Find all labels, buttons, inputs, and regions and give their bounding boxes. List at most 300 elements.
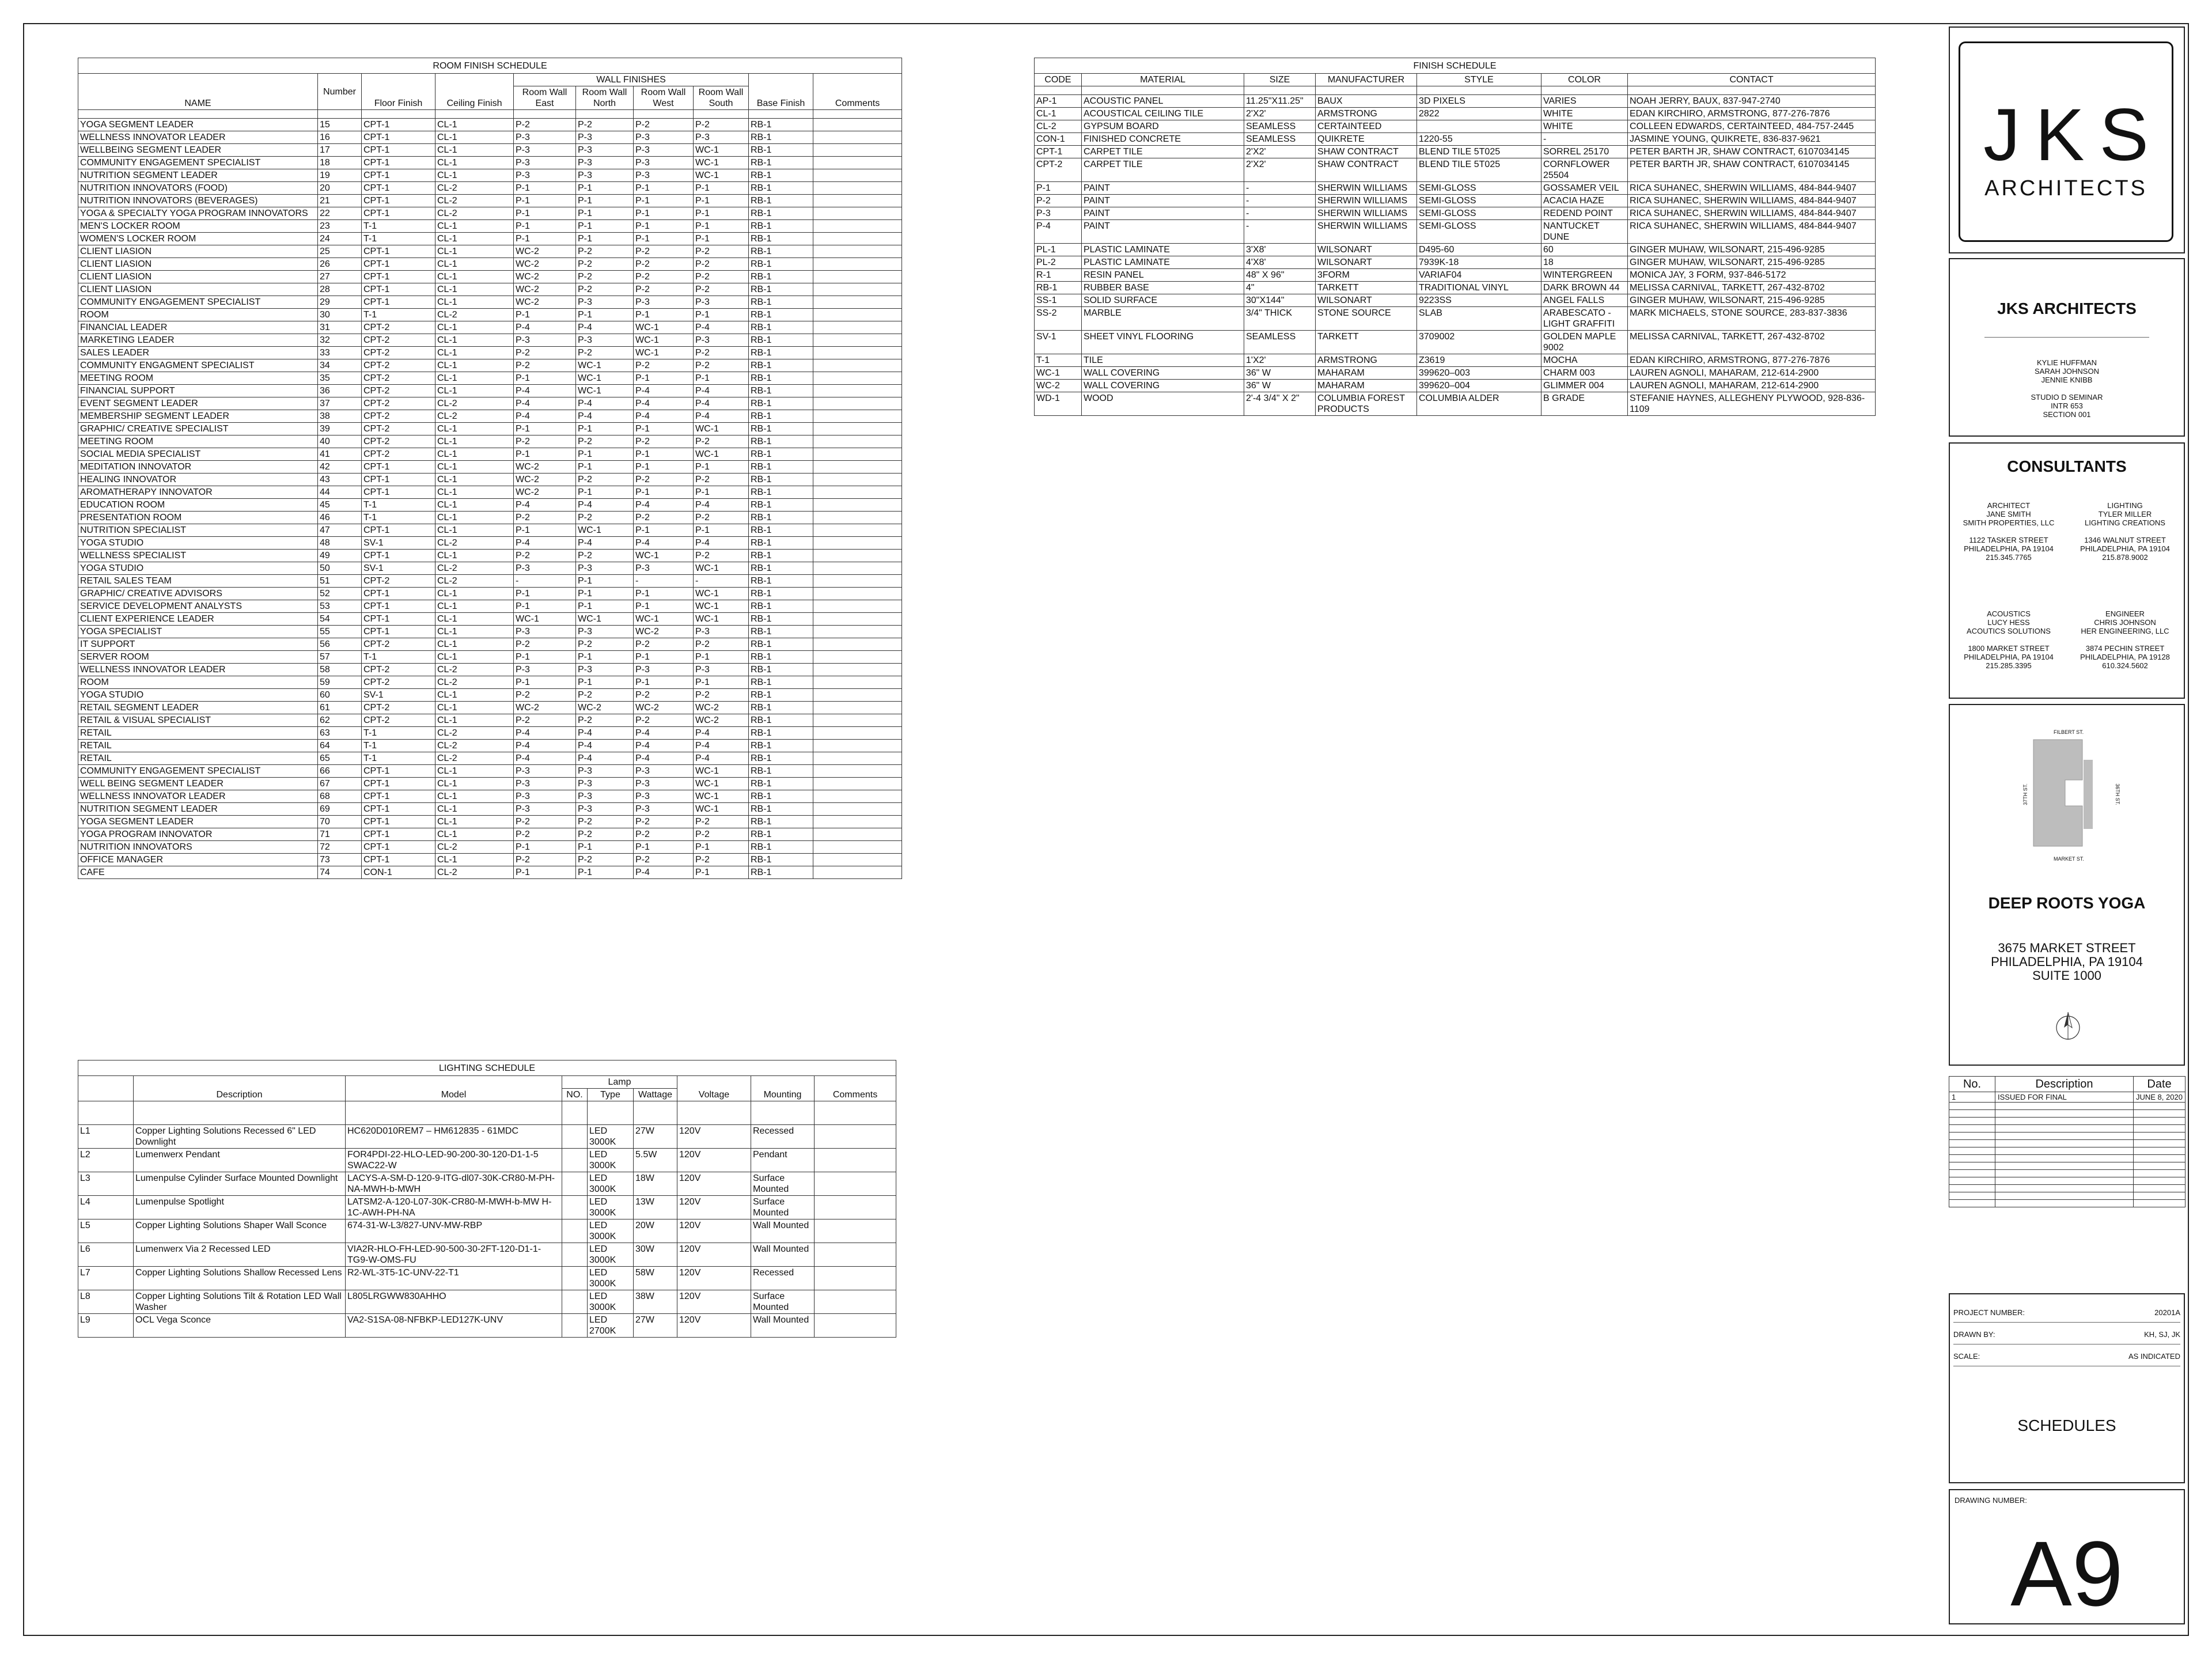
wall-west: P-3: [634, 296, 694, 309]
base-finish: RB-1: [749, 702, 813, 714]
wall-south: P-1: [694, 651, 749, 664]
base-finish: RB-1: [749, 119, 813, 131]
floor-finish: SV-1: [362, 689, 435, 702]
consultant-phone: 215.878.9002: [2102, 553, 2148, 562]
finish-color: REDEND POINT: [1541, 207, 1628, 220]
base-finish: RB-1: [749, 499, 813, 512]
room-number: 26: [318, 258, 362, 271]
room-comments: [813, 283, 902, 296]
revision-blank-cell: [1995, 1177, 2134, 1185]
base-finish: RB-1: [749, 461, 813, 474]
ceiling-finish: CL-2: [435, 575, 514, 588]
floor-finish: T-1: [362, 727, 435, 740]
finish-row: [1035, 120, 1876, 133]
light-row: [78, 1172, 896, 1196]
wall-west: P-2: [634, 435, 694, 448]
finish-color: WINTERGREEN: [1541, 269, 1628, 282]
finish-row: [1035, 244, 1876, 256]
light-row: [78, 1243, 896, 1267]
wall-east: P-4: [514, 727, 576, 740]
light-type: LED 2700K: [588, 1314, 634, 1338]
wall-south: P-2: [694, 828, 749, 841]
wall-west: P-4: [634, 410, 694, 423]
wall-north: P-3: [576, 803, 634, 816]
room-row: [78, 207, 902, 220]
light-model: R2-WL-3T5-1C-UNV-22-T1: [346, 1267, 562, 1290]
light-model: L805LRGWW830AHHO: [346, 1290, 562, 1314]
wall-east: P-3: [514, 144, 576, 157]
finish-color: WHITE: [1541, 108, 1628, 120]
floor-finish: CPT-1: [362, 144, 435, 157]
room-number: 36: [318, 385, 362, 397]
room-comments: [813, 157, 902, 169]
room-name: RETAIL: [78, 752, 318, 765]
room-number: 40: [318, 435, 362, 448]
floor-finish: CPT-1: [362, 195, 435, 207]
site-plan-diagram: [2019, 734, 2117, 855]
finish-header-style: STYLE: [1417, 74, 1541, 86]
wall-south: WC-1: [694, 144, 749, 157]
wall-south: P-2: [694, 474, 749, 486]
room-name: COMMUNITY ENGAGEMENT SPECIALIST: [78, 157, 318, 169]
finish-row: [1035, 108, 1876, 120]
wall-south: P-3: [694, 626, 749, 638]
finish-contact: RICA SUHANEC, SHERWIN WILLIAMS, 484-844-9407: [1628, 182, 1876, 195]
finish-material: ACOUSTICAL CEILING TILE: [1082, 108, 1244, 120]
room-name: MEDITATION INNOVATOR: [78, 461, 318, 474]
room-comments: [813, 486, 902, 499]
wall-west: WC-2: [634, 626, 694, 638]
finish-material: FINISHED CONCRETE: [1082, 133, 1244, 146]
wall-north: P-1: [576, 207, 634, 220]
wall-west: P-1: [634, 220, 694, 233]
wall-west: P-4: [634, 740, 694, 752]
base-finish: RB-1: [749, 182, 813, 195]
consultant-city: PHILADELPHIA, PA 19104: [1964, 544, 2054, 553]
wall-east: WC-2: [514, 474, 576, 486]
revision-blank-row: [1949, 1185, 2186, 1192]
wall-south: P-1: [694, 841, 749, 854]
wall-east: WC-2: [514, 461, 576, 474]
base-finish: RB-1: [749, 423, 813, 435]
room-name: ROOM: [78, 309, 318, 321]
room-comments: [813, 714, 902, 727]
wall-east: P-1: [514, 841, 576, 854]
finish-manufacturer: TARKETT: [1316, 282, 1417, 294]
ceiling-finish: CL-1: [435, 790, 514, 803]
room-name: YOGA SEGMENT LEADER: [78, 119, 318, 131]
room-comments: [813, 169, 902, 182]
room-row: [78, 397, 902, 410]
wall-east: WC-2: [514, 245, 576, 258]
floor-finish: CPT-2: [362, 702, 435, 714]
light-comments: [815, 1196, 896, 1219]
room-name: WELLBEING SEGMENT LEADER: [78, 144, 318, 157]
floor-finish: CPT-1: [362, 841, 435, 854]
room-number: 34: [318, 359, 362, 372]
light-no: [562, 1149, 588, 1172]
wall-north: P-3: [576, 296, 634, 309]
wall-east: P-3: [514, 790, 576, 803]
revision-date: JUNE 8, 2020: [2134, 1092, 2186, 1103]
wall-north: P-2: [576, 474, 634, 486]
wall-south: P-1: [694, 486, 749, 499]
consultant-street: 3874 PECHIN STREET: [2085, 644, 2165, 653]
revision-blank-cell: [2134, 1132, 2186, 1140]
wall-west: P-4: [634, 537, 694, 550]
wall-north: WC-2: [576, 702, 634, 714]
room-row: [78, 790, 902, 803]
finish-row: [1035, 182, 1876, 195]
wall-east: P-1: [514, 676, 576, 689]
floor-finish: CPT-1: [362, 461, 435, 474]
wall-west: P-4: [634, 385, 694, 397]
finish-style: 399620–003: [1417, 367, 1541, 380]
light-type: LED 3000K: [588, 1290, 634, 1314]
room-row: [78, 359, 902, 372]
wall-south: P-1: [694, 372, 749, 385]
revision-blank-cell: [1949, 1147, 1995, 1155]
finish-code: CPT-2: [1035, 158, 1082, 182]
room-comments: [813, 271, 902, 283]
base-finish: RB-1: [749, 550, 813, 562]
finish-header-code: CODE: [1035, 74, 1082, 86]
base-finish: RB-1: [749, 765, 813, 778]
light-wattage: 27W: [634, 1125, 677, 1149]
room-row: [78, 676, 902, 689]
revision-blank-cell: [2134, 1192, 2186, 1200]
wall-south: WC-1: [694, 613, 749, 626]
firm-name: JKS ARCHITECTS: [1997, 300, 2137, 317]
wall-west: P-3: [634, 144, 694, 157]
light-row: [78, 1196, 896, 1219]
room-name: FINANCIAL SUPPORT: [78, 385, 318, 397]
room-comments: [813, 588, 902, 600]
consultant-street: 1122 TASKER STREET: [1969, 536, 2048, 544]
room-name: AROMATHERAPY INNOVATOR: [78, 486, 318, 499]
finish-style: D495-60: [1417, 244, 1541, 256]
finish-code: PL-2: [1035, 256, 1082, 269]
finish-material: PAINT: [1082, 207, 1244, 220]
ceiling-finish: CL-1: [435, 499, 514, 512]
light-comments: [815, 1267, 896, 1290]
room-name: HEALING INNOVATOR: [78, 474, 318, 486]
room-comments: [813, 372, 902, 385]
consultant-phone: 215.285.3395: [1986, 661, 2032, 670]
wall-east: P-1: [514, 423, 576, 435]
room-name: COMMUNITY ENGAGEMENT SPECIALIST: [78, 765, 318, 778]
drawn-by-row: [1953, 1322, 2180, 1344]
east-street-label: 36TH ST.: [2114, 783, 2120, 805]
room-name: GRAPHIC/ CREATIVE SPECIALIST: [78, 423, 318, 435]
ceiling-finish: CL-1: [435, 385, 514, 397]
finish-material: PAINT: [1082, 195, 1244, 207]
finish-code: AP-1: [1035, 95, 1082, 108]
finish-color: 18: [1541, 256, 1628, 269]
room-header-name: NAME: [78, 74, 318, 110]
room-number: 21: [318, 195, 362, 207]
finish-color: B GRADE: [1541, 392, 1628, 416]
consultant-name: LUCY HESS: [1987, 618, 2030, 627]
room-number: 67: [318, 778, 362, 790]
finish-manufacturer: ARMSTRONG: [1316, 108, 1417, 120]
light-description: Lumenwerx Via 2 Recessed LED: [134, 1243, 346, 1267]
finish-style: SEMI-GLOSS: [1417, 182, 1541, 195]
light-model: 674-31-W-L3/827-UNV-MW-RBP: [346, 1219, 562, 1243]
room-name: RETAIL: [78, 740, 318, 752]
base-finish: RB-1: [749, 816, 813, 828]
floor-finish: CPT-2: [362, 714, 435, 727]
wall-east: P-3: [514, 765, 576, 778]
room-comments: [813, 448, 902, 461]
finish-row: [1035, 354, 1876, 367]
wall-west: P-1: [634, 423, 694, 435]
ceiling-finish: CL-1: [435, 144, 514, 157]
light-type: LED 3000K: [588, 1149, 634, 1172]
floor-finish: CPT-2: [362, 334, 435, 347]
room-number: 73: [318, 854, 362, 866]
light-voltage: 120V: [677, 1125, 751, 1149]
revision-blank-cell: [1995, 1147, 2134, 1155]
light-model: HC620D010REM7 – HM612835 - 61MDC: [346, 1125, 562, 1149]
base-finish: RB-1: [749, 448, 813, 461]
finish-material: SOLID SURFACE: [1082, 294, 1244, 307]
light-model: VA2-S1SA-08-NFBKP-LED127K-UNV: [346, 1314, 562, 1338]
finish-color: GOSSAMER VEIL: [1541, 182, 1628, 195]
finish-row: [1035, 294, 1876, 307]
project-name: DEEP ROOTS YOGA: [1988, 894, 2146, 912]
light-row: [78, 1314, 896, 1338]
finish-material: CARPET TILE: [1082, 146, 1244, 158]
ceiling-finish: CL-2: [435, 562, 514, 575]
revision-blank-cell: [1995, 1118, 2134, 1125]
consultant-role: ENGINEER: [2105, 609, 2145, 618]
base-finish: RB-1: [749, 600, 813, 613]
room-name: YOGA STUDIO: [78, 537, 318, 550]
wall-north: WC-1: [576, 613, 634, 626]
revision-blank-cell: [1995, 1185, 2134, 1192]
wall-south: P-4: [694, 499, 749, 512]
base-finish: RB-1: [749, 575, 813, 588]
consultant-role: ARCHITECT: [1987, 501, 2031, 510]
room-name: SOCIAL MEDIA SPECIALIST: [78, 448, 318, 461]
finish-contact: RICA SUHANEC, SHERWIN WILLIAMS, 484-844-9407: [1628, 207, 1876, 220]
finish-material: CARPET TILE: [1082, 158, 1244, 182]
room-name: NUTRITION INNOVATORS: [78, 841, 318, 854]
revision-blank-cell: [1995, 1140, 2134, 1147]
room-number: 31: [318, 321, 362, 334]
base-finish: RB-1: [749, 321, 813, 334]
room-name: COMMUNITY ENGAGEMENT SPECIALIST: [78, 296, 318, 309]
light-no: [562, 1243, 588, 1267]
ceiling-finish: CL-1: [435, 233, 514, 245]
wall-east: P-1: [514, 866, 576, 879]
base-finish: RB-1: [749, 385, 813, 397]
finish-manufacturer: WILSONART: [1316, 294, 1417, 307]
finish-size: 4": [1244, 282, 1316, 294]
base-finish: RB-1: [749, 626, 813, 638]
finish-row: [1035, 307, 1876, 331]
light-header-voltage: Voltage: [677, 1076, 751, 1101]
wall-east: P-4: [514, 410, 576, 423]
wall-north: P-1: [576, 651, 634, 664]
revision-blank-cell: [2134, 1162, 2186, 1170]
light-id: L4: [78, 1196, 134, 1219]
revision-blank-cell: [1995, 1132, 2134, 1140]
wall-west: P-3: [634, 664, 694, 676]
wall-east: P-3: [514, 334, 576, 347]
wall-north: P-1: [576, 448, 634, 461]
room-number: 47: [318, 524, 362, 537]
wall-west: P-1: [634, 651, 694, 664]
light-no: [562, 1314, 588, 1338]
room-comments: [813, 854, 902, 866]
revision-blank-row: [1949, 1110, 2186, 1118]
finish-manufacturer: SHERWIN WILLIAMS: [1316, 195, 1417, 207]
room-name: NUTRITION SPECIALIST: [78, 524, 318, 537]
finish-contact: EDAN KIRCHIRO, ARMSTRONG, 877-276-7876: [1628, 354, 1876, 367]
finish-schedule: [1034, 58, 1876, 416]
revision-blank-cell: [1949, 1125, 1995, 1132]
wall-north: WC-1: [576, 524, 634, 537]
finish-row: [1035, 256, 1876, 269]
wall-west: P-2: [634, 119, 694, 131]
ceiling-finish: CL-1: [435, 119, 514, 131]
finish-style: SEMI-GLOSS: [1417, 207, 1541, 220]
base-finish: RB-1: [749, 157, 813, 169]
finish-material: PAINT: [1082, 220, 1244, 244]
room-number: 32: [318, 334, 362, 347]
wall-south: P-3: [694, 131, 749, 144]
wall-east: P-4: [514, 321, 576, 334]
wall-south: WC-1: [694, 157, 749, 169]
finish-row: [1035, 133, 1876, 146]
finish-row: [1035, 146, 1876, 158]
room-row: [78, 702, 902, 714]
room-number: 58: [318, 664, 362, 676]
wall-south: P-1: [694, 309, 749, 321]
base-finish: RB-1: [749, 537, 813, 550]
room-row: [78, 309, 902, 321]
room-number: 60: [318, 689, 362, 702]
room-comments: [813, 258, 902, 271]
finish-material: PLASTIC LAMINATE: [1082, 256, 1244, 269]
wall-north: P-4: [576, 537, 634, 550]
room-row: [78, 803, 902, 816]
finish-color: GLIMMER 004: [1541, 380, 1628, 392]
base-finish: RB-1: [749, 334, 813, 347]
finish-size: 1'X2': [1244, 354, 1316, 367]
revision-blank-cell: [2134, 1103, 2186, 1110]
room-name: WELLNESS SPECIALIST: [78, 550, 318, 562]
base-finish: RB-1: [749, 131, 813, 144]
room-comments: [813, 676, 902, 689]
wall-north: P-1: [576, 182, 634, 195]
wall-east: P-1: [514, 220, 576, 233]
room-number: 48: [318, 537, 362, 550]
wall-south: P-2: [694, 689, 749, 702]
wall-west: P-2: [634, 714, 694, 727]
ceiling-finish: CL-1: [435, 321, 514, 334]
finish-size: 4'X8': [1244, 256, 1316, 269]
room-number: 28: [318, 283, 362, 296]
light-type: LED 3000K: [588, 1172, 634, 1196]
finish-color: CHARM 003: [1541, 367, 1628, 380]
wall-west: P-1: [634, 486, 694, 499]
consultant-company: SMITH PROPERTIES, LLC: [1963, 518, 2055, 527]
finish-color: ARABESCATO -LIGHT GRAFFITI: [1541, 307, 1628, 331]
wall-east: WC-2: [514, 702, 576, 714]
wall-north: P-2: [576, 271, 634, 283]
room-row: [78, 537, 902, 550]
wall-west: P-4: [634, 866, 694, 879]
base-finish: RB-1: [749, 207, 813, 220]
light-comments: [815, 1149, 896, 1172]
wall-north: P-2: [576, 119, 634, 131]
room-row: [78, 752, 902, 765]
wall-south: P-4: [694, 727, 749, 740]
room-name: EVENT SEGMENT LEADER: [78, 397, 318, 410]
course-line: INTR 653: [2051, 402, 2083, 410]
finish-row: [1035, 380, 1876, 392]
room-comments: [813, 816, 902, 828]
wall-east: P-3: [514, 169, 576, 182]
person: JENNIE KNIBB: [2041, 376, 2093, 384]
ceiling-finish: CL-2: [435, 866, 514, 879]
room-number: 61: [318, 702, 362, 714]
finish-color: -: [1541, 133, 1628, 146]
floor-finish: T-1: [362, 309, 435, 321]
revision-blank-cell: [1949, 1140, 1995, 1147]
light-no: [562, 1267, 588, 1290]
wall-north: P-2: [576, 638, 634, 651]
wall-south: P-1: [694, 195, 749, 207]
room-name: PRESENTATION ROOM: [78, 512, 318, 524]
wall-north: P-3: [576, 790, 634, 803]
finish-color: 60: [1541, 244, 1628, 256]
light-type: LED 3000K: [588, 1219, 634, 1243]
floor-finish: CPT-1: [362, 258, 435, 271]
wall-north: P-4: [576, 740, 634, 752]
ceiling-finish: CL-1: [435, 613, 514, 626]
wall-south: P-1: [694, 207, 749, 220]
finish-color: ANGEL FALLS: [1541, 294, 1628, 307]
floor-finish: T-1: [362, 740, 435, 752]
finish-header-material: MATERIAL: [1082, 74, 1244, 86]
wall-south: WC-1: [694, 600, 749, 613]
room-name: WELLNESS INNOVATOR LEADER: [78, 790, 318, 803]
finish-color: WHITE: [1541, 120, 1628, 133]
room-number: 62: [318, 714, 362, 727]
revision-blank-cell: [1949, 1177, 1995, 1185]
finish-manufacturer: WILSONART: [1316, 244, 1417, 256]
finish-code: WC-1: [1035, 367, 1082, 380]
room-row: [78, 651, 902, 664]
room-row: [78, 334, 902, 347]
finish-manufacturer: SHAW CONTRACT: [1316, 146, 1417, 158]
ceiling-finish: CL-2: [435, 182, 514, 195]
wall-east: P-4: [514, 385, 576, 397]
revision-blank-cell: [2134, 1110, 2186, 1118]
finish-header-size: SIZE: [1244, 74, 1316, 86]
light-comments: [815, 1314, 896, 1338]
room-name: MEETING ROOM: [78, 435, 318, 448]
wall-south: P-4: [694, 385, 749, 397]
light-description: Copper Lighting Solutions Tilt & Rotation LED Wall Washer: [134, 1290, 346, 1314]
project-number-value: 20201A: [2154, 1308, 2180, 1317]
base-finish: RB-1: [749, 778, 813, 790]
room-comments: [813, 385, 902, 397]
